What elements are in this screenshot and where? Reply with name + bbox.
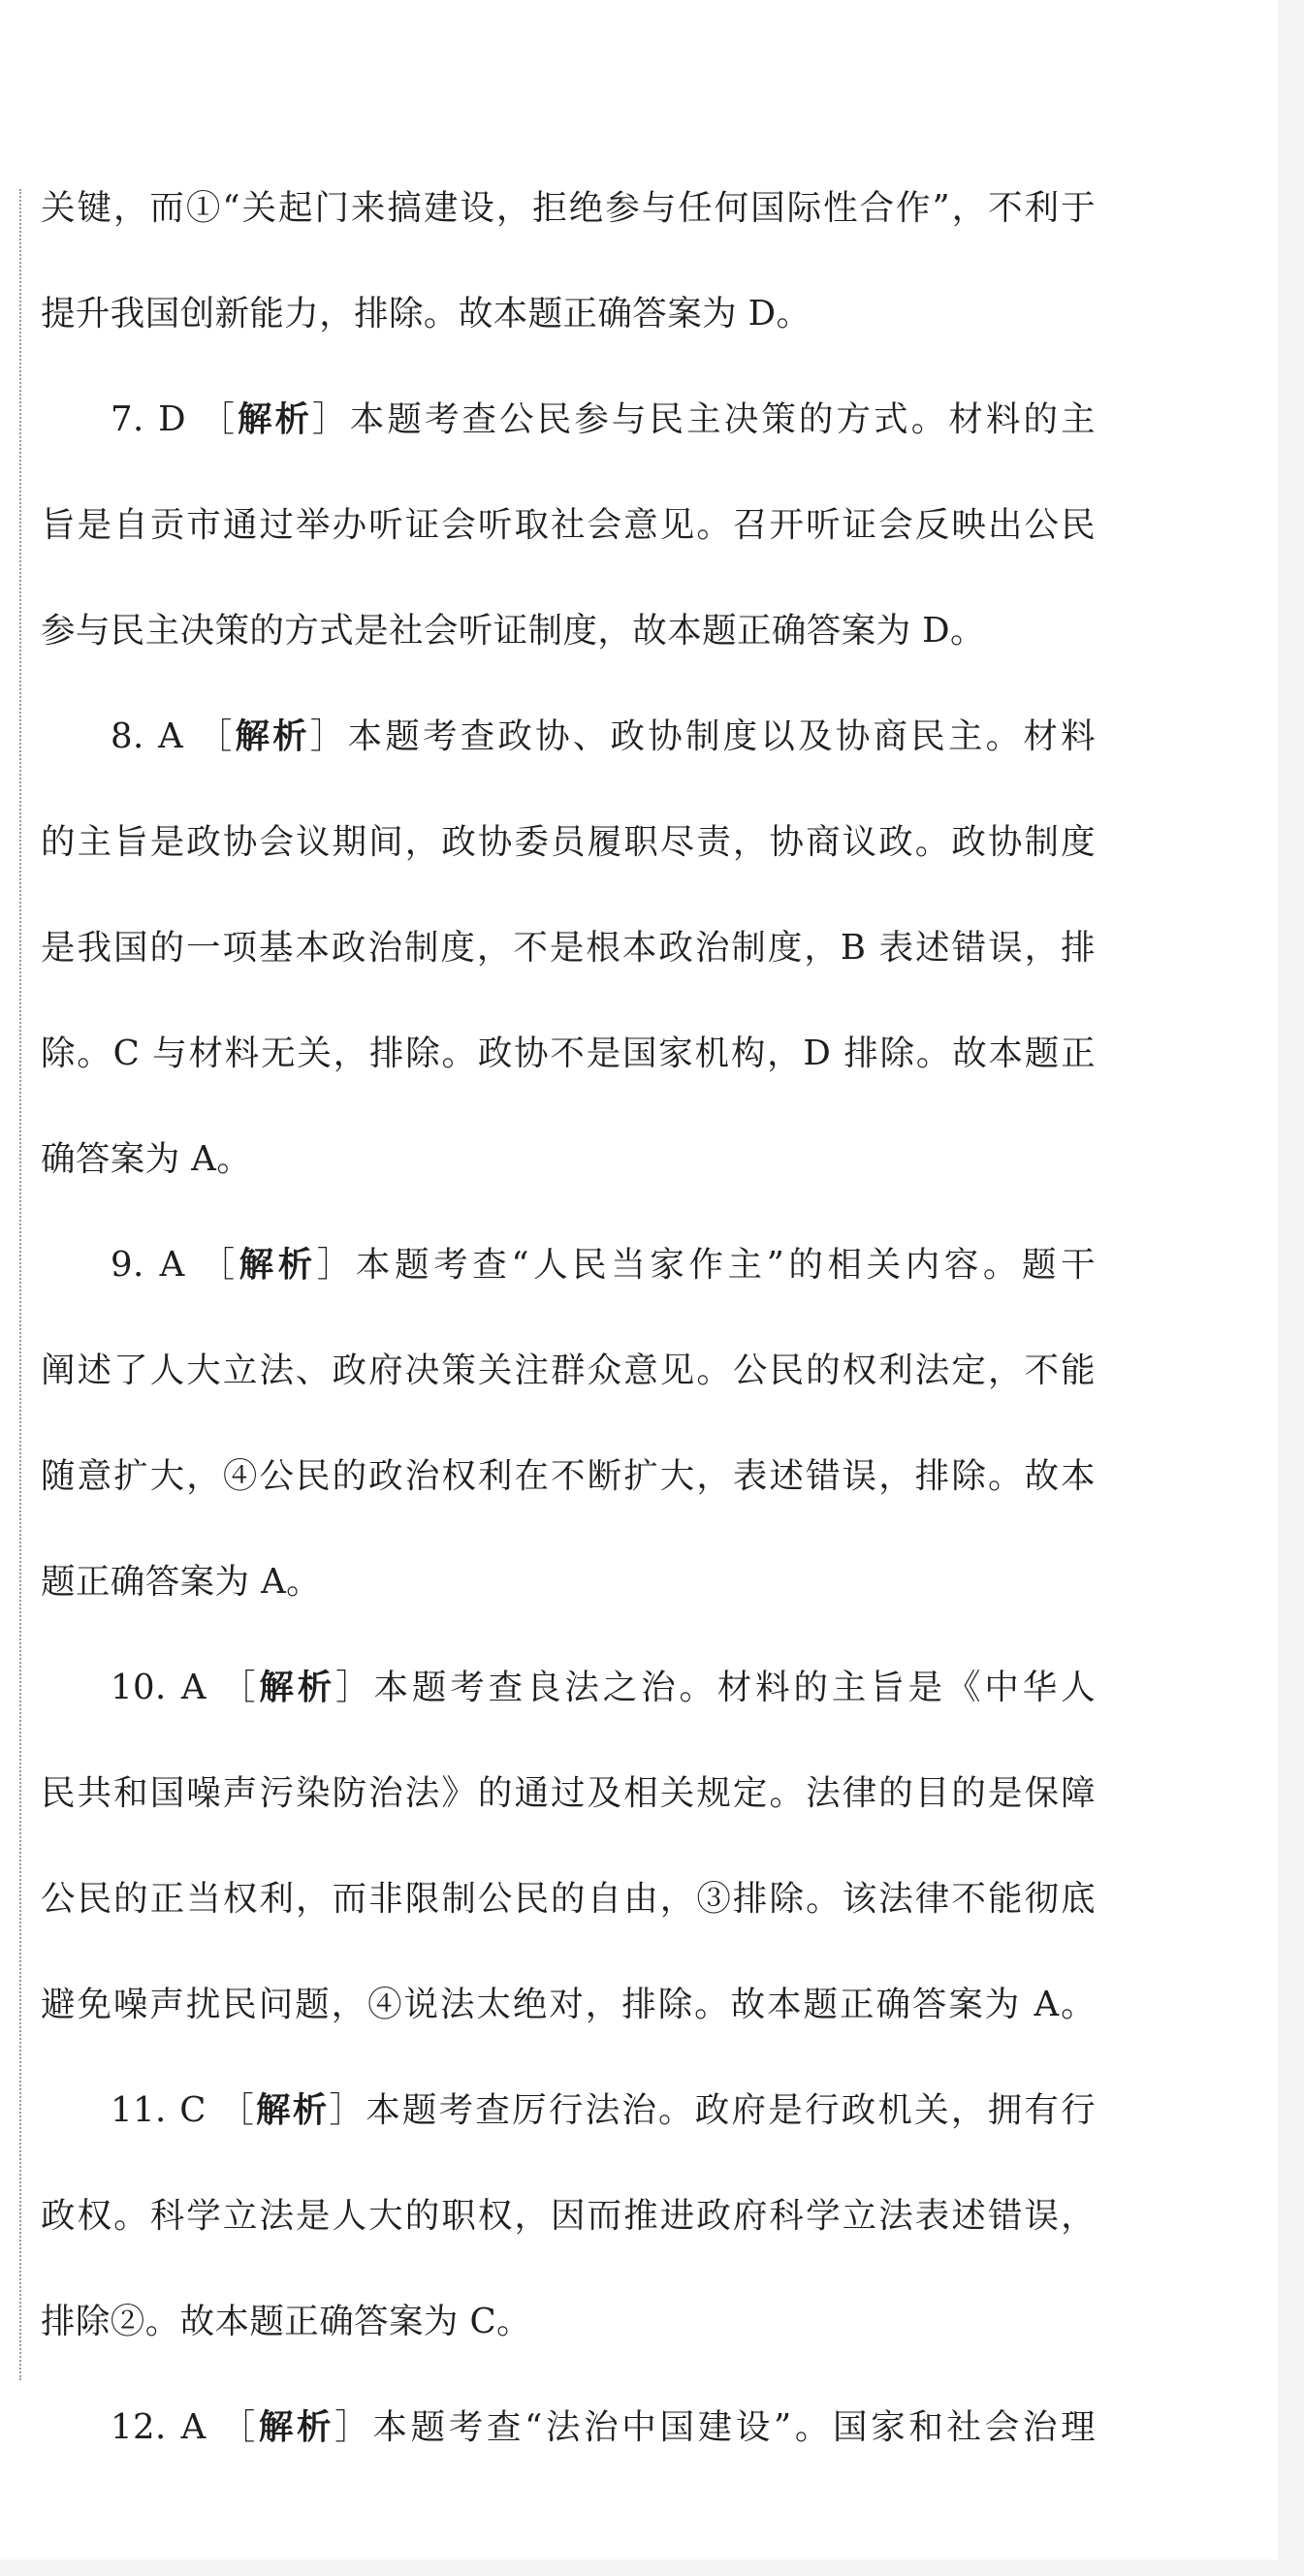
question-number: 12.	[111, 2407, 167, 2447]
analysis-tag: 解析	[235, 716, 310, 756]
answer-letter: A	[180, 2407, 207, 2447]
answer-letter: A	[180, 1668, 207, 1707]
question-7-header: 7. D ［解析］本题考查公民参与民主决策的方式。材料的主	[111, 399, 1097, 439]
analysis-text: 本题考查政协、政协制度以及协商民主。材料	[347, 716, 1096, 756]
answer-letter: D	[158, 399, 186, 439]
answer-letter: A	[158, 716, 184, 756]
text-line: 的主旨是政协会议期间，政协委员履职尽责，协商议政。政协制度	[41, 822, 1096, 862]
analysis-text: 本题考查“人民当家作主”的相关内容。题干	[355, 1245, 1096, 1285]
question-number: 8.	[111, 716, 144, 756]
text-line: 民共和国噪声污染防治法》的通过及相关规定。法律的目的是保障	[41, 1773, 1096, 1813]
text-line: 避免噪声扰民问题，④说法太绝对，排除。故本题正确答案为 A。	[41, 1985, 1096, 2024]
analysis-tag: 解析	[258, 2407, 335, 2447]
text-line: 确答案为 A。	[41, 1139, 252, 1179]
text-line: 阐述了人大立法、政府决策关注群众意见。公民的权利法定，不能	[41, 1351, 1096, 1390]
analysis-tag: 解析	[237, 399, 313, 439]
question-number: 7.	[111, 399, 144, 439]
text-line: 政权。科学立法是人大的职权，因而推进政府科学立法表述错误，	[41, 2196, 1096, 2236]
text-line: 是我国的一项基本政治制度，不是根本政治制度，B 表述错误，排	[41, 928, 1096, 968]
text-line: 随意扩大，④公民的政治权利在不断扩大，表述错误，排除。故本	[41, 1456, 1096, 1496]
question-8-header: 8. A ［解析］本题考查政协、政协制度以及协商民主。材料	[111, 716, 1096, 756]
analysis-text: 本题考查良法之治。材料的主旨是《中华人	[373, 1668, 1096, 1707]
question-10-header: 10. A ［解析］本题考查良法之治。材料的主旨是《中华人	[111, 1668, 1096, 1707]
analysis-text: 本题考查公民参与民主决策的方式。材料的主	[349, 399, 1097, 439]
text-line: 参与民主决策的方式是社会听证制度，故本题正确答案为 D。	[41, 611, 985, 651]
analysis-text: 本题考查厉行法治。政府是行政机关，拥有行	[366, 2090, 1096, 2130]
text-line: 题正确答案为 A。	[41, 1562, 322, 1602]
question-number: 9.	[111, 1245, 144, 1285]
text-line: 关键，而①“关起门来搞建设，拒绝参与任何国际性合作”，不利于	[41, 188, 1096, 228]
analysis-tag: 解析	[259, 1668, 336, 1707]
text-line: 排除②。故本题正确答案为 C。	[41, 2302, 531, 2341]
question-9-header: 9. A ［解析］本题考查“人民当家作主”的相关内容。题干	[111, 1245, 1096, 1285]
text-line: 旨是自贡市通过举办听证会听取社会意见。召开听证会反映出公民	[41, 505, 1096, 545]
question-number: 11.	[111, 2090, 167, 2130]
analysis-text: 本题考查“法治中国建设”。国家和社会治理	[372, 2407, 1096, 2447]
text-line: 提升我国创新能力，排除。故本题正确答案为 D。	[41, 294, 811, 334]
text-line: 公民的正当权利，而非限制公民的自由，③排除。该法律不能彻底	[41, 1879, 1096, 1919]
question-11-header: 11. C ［解析］本题考查厉行法治。政府是行政机关，拥有行	[111, 2090, 1096, 2130]
question-12-header: 12. A ［解析］本题考查“法治中国建设”。国家和社会治理	[111, 2407, 1096, 2447]
question-number: 10.	[111, 1668, 167, 1707]
binding-margin-line	[19, 189, 21, 2380]
analysis-tag: 解析	[256, 2090, 330, 2130]
answer-letter: C	[179, 2090, 207, 2130]
answer-letter: A	[159, 1245, 185, 1285]
analysis-tag: 解析	[239, 1245, 317, 1285]
text-line: 除。C 与材料无关，排除。政协不是国家机构，D 排除。故本题正	[41, 1034, 1096, 1073]
